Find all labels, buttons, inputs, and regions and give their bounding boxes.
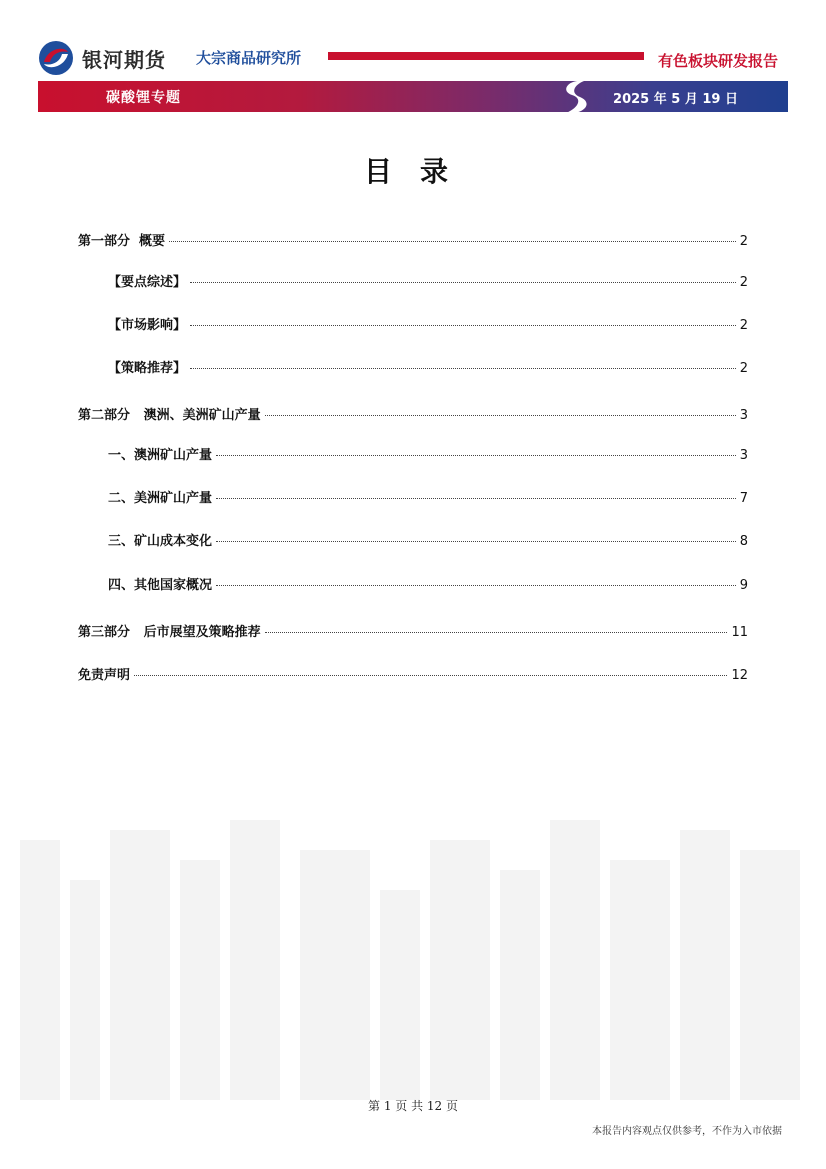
dot-leader	[216, 585, 736, 586]
toc-entry[interactable]	[78, 271, 748, 290]
toc-entry-page: 3	[739, 408, 748, 423]
dot-leader	[216, 455, 736, 456]
dot-leader	[216, 498, 736, 499]
toc-entry-page: 2	[739, 318, 748, 333]
toc-entry[interactable]	[78, 574, 748, 593]
toc-entry[interactable]	[78, 314, 748, 333]
page-number: 第 1 页 共 12 页	[368, 1099, 458, 1113]
toc-entry-page: 3	[739, 448, 748, 463]
toc-entry[interactable]	[78, 664, 748, 683]
dot-leader	[134, 675, 727, 676]
toc-entry-label: 四、其他国家概况	[108, 578, 213, 593]
swoosh-logo-icon	[554, 77, 598, 117]
toc-entry[interactable]	[78, 487, 748, 506]
toc-entry-page: 8	[739, 534, 748, 549]
report-type: 有色板块研发报告	[658, 52, 779, 70]
toc-entry-label: 【策略推荐】	[108, 361, 187, 376]
toc-entry-label: 二、美洲矿山产量	[108, 491, 213, 506]
disclaimer-note: 本报告内容观点仅供参考，不作为入市依据	[592, 1126, 782, 1137]
toc-entry[interactable]	[78, 230, 748, 249]
toc-entry-label: 免责声明	[78, 668, 131, 683]
toc-entry-page: 9	[739, 578, 748, 593]
dot-leader	[190, 368, 736, 369]
dot-leader	[216, 541, 736, 542]
report-date: 2025 年 5 月 19 日	[613, 92, 738, 107]
toc-entry[interactable]	[78, 444, 748, 463]
dot-leader	[190, 282, 736, 283]
toc-entry-page: 11	[731, 625, 748, 640]
toc-entry-page: 2	[739, 234, 748, 249]
galaxy-logo-icon	[38, 40, 74, 76]
toc-entry[interactable]	[78, 404, 748, 423]
brand-name: 银河期货	[82, 48, 166, 72]
dot-leader	[265, 632, 728, 633]
toc-entry-label: 【市场影响】	[108, 318, 187, 333]
toc-title: 目录	[363, 155, 476, 188]
toc-entry-page: 7	[739, 491, 748, 506]
toc-entry-label: 第三部分 后市展望及策略推荐	[78, 625, 261, 640]
toc-entry[interactable]	[78, 357, 748, 376]
toc-entry[interactable]	[78, 621, 748, 640]
toc-entry-label: 【要点综述】	[108, 275, 187, 290]
toc-entry-page: 2	[739, 275, 748, 290]
skyline-watermark	[0, 820, 826, 1100]
toc-entry-label: 三、矿山成本变化	[108, 534, 213, 549]
dot-leader	[190, 325, 736, 326]
toc-entry-label: 一、澳洲矿山产量	[108, 448, 213, 463]
toc-entry-page: 12	[731, 668, 748, 683]
report-topic: 碳酸锂专题	[106, 90, 181, 106]
toc-entry[interactable]	[78, 530, 748, 549]
toc-entry-label: 第一部分 概要	[78, 234, 166, 249]
header-divider-bar	[328, 52, 644, 60]
institute-name: 大宗商品研究所	[196, 49, 302, 67]
topic-banner	[38, 81, 788, 112]
dot-leader	[169, 241, 736, 242]
toc-entry-label: 第二部分 澳洲、美洲矿山产量	[78, 408, 261, 423]
dot-leader	[265, 415, 736, 416]
toc-entry-page: 2	[739, 361, 748, 376]
